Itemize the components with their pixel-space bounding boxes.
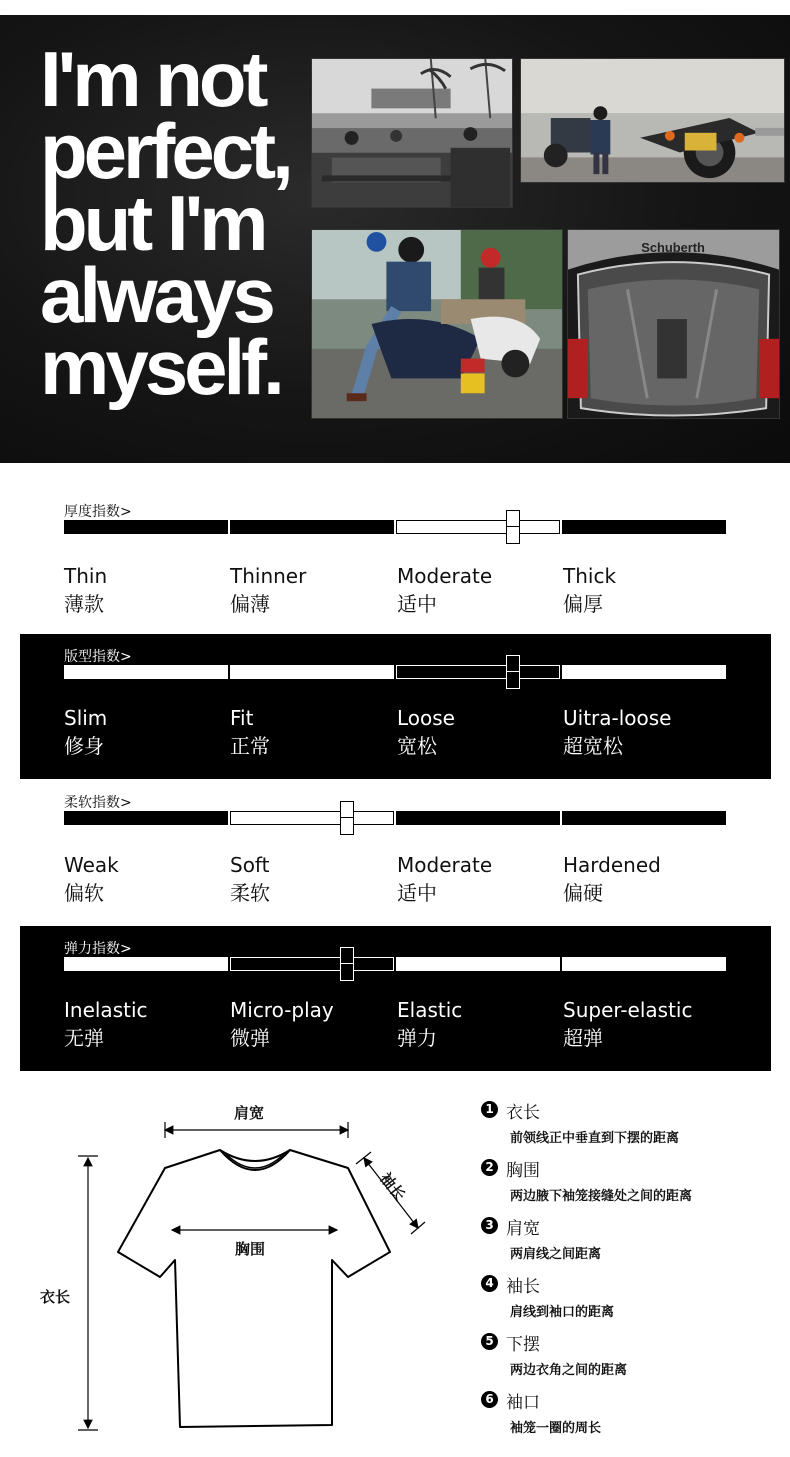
measurement-title: 下摆 (506, 1335, 540, 1355)
slogan (40, 35, 330, 411)
list-item (481, 1098, 781, 1156)
option-en: Fit (230, 706, 254, 730)
number-badge: 6 (481, 1391, 498, 1408)
slogan-line: but I'm (40, 179, 265, 267)
photo-cafe-terrace (311, 58, 513, 208)
list-item (481, 1330, 781, 1388)
elasticity-scale (64, 957, 727, 971)
scale-segment (230, 520, 394, 534)
chest-label: 胸围 (235, 1240, 266, 1258)
scale-segment-selected (230, 957, 394, 971)
scale-segment-selected (396, 520, 560, 534)
number-badge: 5 (481, 1333, 498, 1350)
fit-index (20, 634, 771, 779)
scale-segment (562, 957, 726, 971)
scale-segment-selected (230, 811, 394, 825)
option-en: Loose (397, 706, 455, 730)
option (563, 704, 729, 760)
measurement-description: 两边腋下袖笼接缝处之间的距离 (510, 1189, 693, 1204)
option (64, 851, 230, 907)
option-en: Elastic (397, 998, 463, 1022)
slogan-line: myself. (40, 323, 281, 411)
option-zh: 偏薄 (230, 592, 270, 616)
option-zh: 偏厚 (563, 592, 603, 616)
option-en: Thinner (230, 564, 307, 588)
measurement-title: 肩宽 (506, 1219, 540, 1239)
scale-segment (562, 811, 726, 825)
fit-index-title: 版型指数> (64, 649, 132, 665)
option (563, 851, 729, 907)
option-en: Thick (563, 564, 617, 588)
thickness-scale (64, 520, 727, 534)
list-item (481, 1214, 781, 1272)
scale-marker (506, 510, 520, 544)
option-zh: 适中 (397, 592, 437, 616)
sleeve-length-label: 袖长 (376, 1169, 409, 1205)
softness-scale (64, 811, 727, 825)
option-zh: 弹力 (397, 1026, 437, 1050)
option-en: Hardened (563, 853, 661, 877)
option-en: Moderate (397, 853, 493, 877)
measurement-title: 胸围 (506, 1161, 540, 1181)
option (230, 851, 396, 907)
thickness-index-title: 厚度指数> (64, 504, 132, 520)
option (397, 851, 563, 907)
slogan-line: perfect, (40, 107, 290, 195)
fit-scale (64, 665, 727, 679)
slogan-line: I'm not (40, 35, 265, 123)
option-zh: 超弹 (563, 1026, 603, 1050)
option-en: Slim (64, 706, 108, 730)
tshirt-outline (30, 1090, 450, 1440)
option-en: Uitra-loose (563, 706, 672, 730)
scale-segment (64, 520, 228, 534)
shoulder-width-label: 肩宽 (234, 1104, 265, 1122)
measurement-description: 袖笼一圈的周长 (510, 1421, 602, 1436)
measurement-title: 袖长 (506, 1277, 540, 1297)
option-zh: 柔软 (230, 881, 270, 905)
scale-segment (64, 811, 228, 825)
option-en: Micro-play (230, 998, 334, 1022)
scale-marker (506, 655, 520, 689)
slogan-line: always (40, 251, 272, 339)
measurement-description: 肩线到袖口的距离 (510, 1305, 615, 1320)
list-item (481, 1156, 781, 1214)
number-badge: 1 (481, 1101, 498, 1118)
option-en: Weak (64, 853, 119, 877)
option-zh: 超宽松 (563, 734, 623, 758)
photo-helmet-visor (567, 229, 780, 419)
softness-index (20, 782, 771, 922)
scale-segment (562, 520, 726, 534)
option-en: Soft (230, 853, 270, 877)
option (397, 996, 563, 1052)
option-zh: 宽松 (397, 734, 437, 758)
scale-segment-selected (396, 665, 560, 679)
measurement-description: 两边衣角之间的距离 (510, 1363, 628, 1378)
number-badge: 4 (481, 1275, 498, 1292)
list-item (481, 1388, 781, 1446)
length-label: 衣长 (40, 1288, 71, 1306)
option-zh: 薄款 (64, 592, 104, 616)
elasticity-index (20, 926, 771, 1071)
option-en: Inelastic (64, 998, 148, 1022)
measurement-title: 衣长 (506, 1103, 540, 1123)
number-badge: 3 (481, 1217, 498, 1234)
scale-segment (396, 811, 560, 825)
option (230, 562, 396, 618)
number-badge: 2 (481, 1159, 498, 1176)
measurement-description: 前领线正中垂直到下摆的距离 (510, 1131, 680, 1146)
tshirt-diagram (30, 1090, 450, 1440)
scale-marker (340, 801, 354, 835)
option (563, 996, 729, 1052)
option-en: Moderate (397, 564, 493, 588)
option (64, 704, 230, 760)
option-zh: 适中 (397, 881, 437, 905)
helmet-brand-text: Schuberth (641, 239, 705, 255)
scale-segment (64, 665, 228, 679)
option (64, 996, 230, 1052)
option (230, 996, 396, 1052)
scale-marker (340, 947, 354, 981)
option-en: Super-elastic (563, 998, 693, 1022)
option (397, 704, 563, 760)
photo-scooter-riders (311, 229, 563, 419)
list-item (481, 1272, 781, 1330)
option (64, 562, 230, 618)
option (397, 562, 563, 618)
option-zh: 无弹 (64, 1026, 104, 1050)
elasticity-index-title: 弹力指数> (64, 941, 132, 957)
option-en: Thin (64, 564, 108, 588)
option-zh: 正常 (230, 734, 270, 758)
scale-segment (396, 957, 560, 971)
measurement-title: 袖口 (506, 1393, 540, 1413)
option-zh: 微弹 (230, 1026, 270, 1050)
photo-motorcycles (520, 58, 785, 183)
measurement-description: 两肩线之间距离 (510, 1247, 602, 1262)
option (563, 562, 729, 618)
measurement-legend (481, 1098, 781, 1446)
softness-index-title: 柔软指数> (64, 795, 132, 811)
option-zh: 偏硬 (563, 881, 603, 905)
scale-segment (64, 957, 228, 971)
hero-banner (0, 15, 790, 463)
option-zh: 偏软 (64, 881, 104, 905)
option-zh: 修身 (64, 734, 104, 758)
scale-segment (562, 665, 726, 679)
option (230, 704, 396, 760)
thickness-index (20, 480, 771, 630)
scale-segment (230, 665, 394, 679)
